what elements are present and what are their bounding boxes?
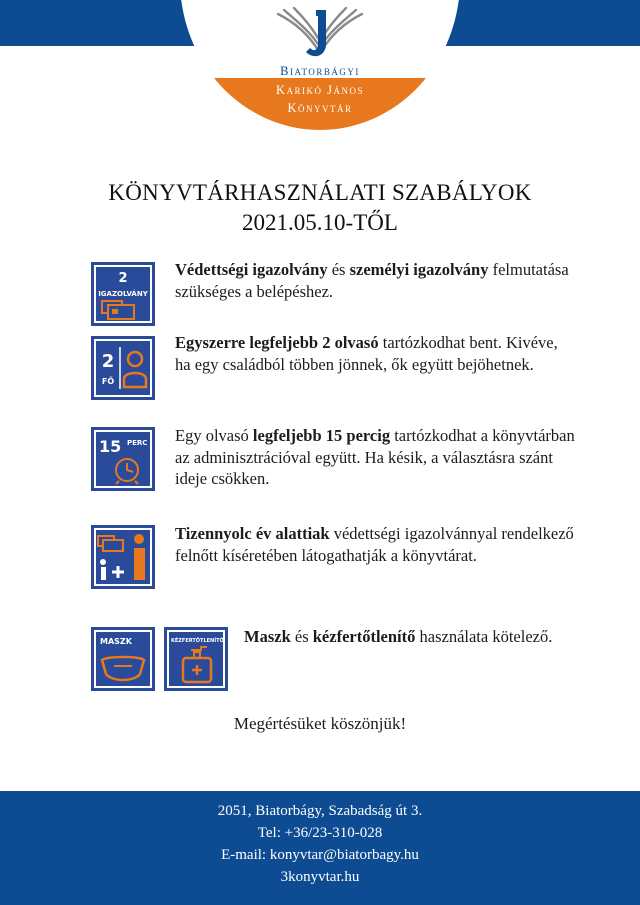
rule5-part1: Maszk: [244, 627, 291, 646]
rule5-part3: kézfertőtlenítő: [312, 627, 416, 646]
rule-text-id: [175, 259, 575, 302]
rule1-part1: Védettségi igazolvány: [175, 260, 328, 279]
clock-icon: [91, 427, 155, 491]
rule3-part1: Egy olvasó: [175, 426, 253, 445]
rule-text-minors: [175, 523, 575, 566]
icon-count-text: 2: [118, 271, 128, 286]
person-icon: [91, 336, 155, 400]
rule2-part1: Egyszerre legfeljebb 2 olvasó: [175, 333, 379, 352]
footer-email: E-mail: konyvtar@biatorbagy.hu: [221, 847, 419, 863]
footer-address: 2051, Biatorbágy, Szabadság út 3.: [217, 803, 423, 819]
child-with-adult-icon: [91, 525, 155, 589]
rule4-part2: védettségi igazolvánnyal rendelkező felnőtt kíséretében látogathatják a könyvtárat.: [175, 524, 574, 565]
thank-you-note: Megértésüket köszönjük!: [233, 714, 407, 733]
rule4-part1: Tizennyolc év alattiak: [175, 524, 330, 543]
footer-phone: Tel: +36/23-310-028: [257, 825, 383, 841]
mask-icon: [91, 627, 155, 691]
icon-label-text: KÉZFERTŐTLENÍTŐ: [171, 638, 224, 644]
footer: [0, 791, 640, 905]
rule2-part2: tartózkodhat bent. Kivéve, ha egy családból többen jönnek, ők együtt bejöhetnek.: [175, 333, 558, 374]
icon-label-text: FŐ: [101, 377, 115, 386]
rule5-part2: és: [290, 627, 313, 646]
rule-text-mask: [244, 626, 574, 648]
library-logo-icon: [274, 4, 366, 62]
hand-sanitizer-icon: [164, 627, 228, 691]
icon-label-text: IGAZOLVÁNY: [98, 290, 148, 298]
id-card-icon: [91, 262, 155, 326]
rule-text-capacity: [175, 332, 575, 375]
icon-label-text: PERC: [127, 439, 148, 447]
date-label: 2021.05.10-: [242, 210, 354, 235]
footer-website: 3konyvtar.hu: [280, 869, 360, 885]
page-subtitle: [0, 210, 640, 236]
rule-text-time: [175, 425, 575, 490]
date-suffix: TŐL: [353, 210, 398, 235]
page-title: KÖNYVTÁRHASZNÁLATI SZABÁLYOK: [108, 180, 532, 205]
logo-line-3: Könyvtár: [287, 101, 353, 115]
logo-line-1: Biatorbágyi: [280, 64, 360, 78]
rule5-part4: használata kötelező.: [415, 627, 553, 646]
icon-count-text: 2: [101, 351, 115, 372]
rule3-part2: legfeljebb 15 percig: [252, 426, 391, 445]
rule1-part4: felmutatása szükséges a belépéshez.: [175, 260, 569, 301]
icon-label-text: MASZK: [100, 637, 132, 646]
rule3-part3: tartózkodhat a könyvtárban az adminisztrációval együtt. Ha késik, a választásra szánt ideje csökken.: [175, 426, 575, 488]
icon-count-text: 15: [99, 437, 122, 456]
rule1-part2: és: [327, 260, 350, 279]
rule1-part3: személyi igazolvány: [349, 260, 489, 279]
logo-line-2: Karikó János: [275, 83, 365, 97]
